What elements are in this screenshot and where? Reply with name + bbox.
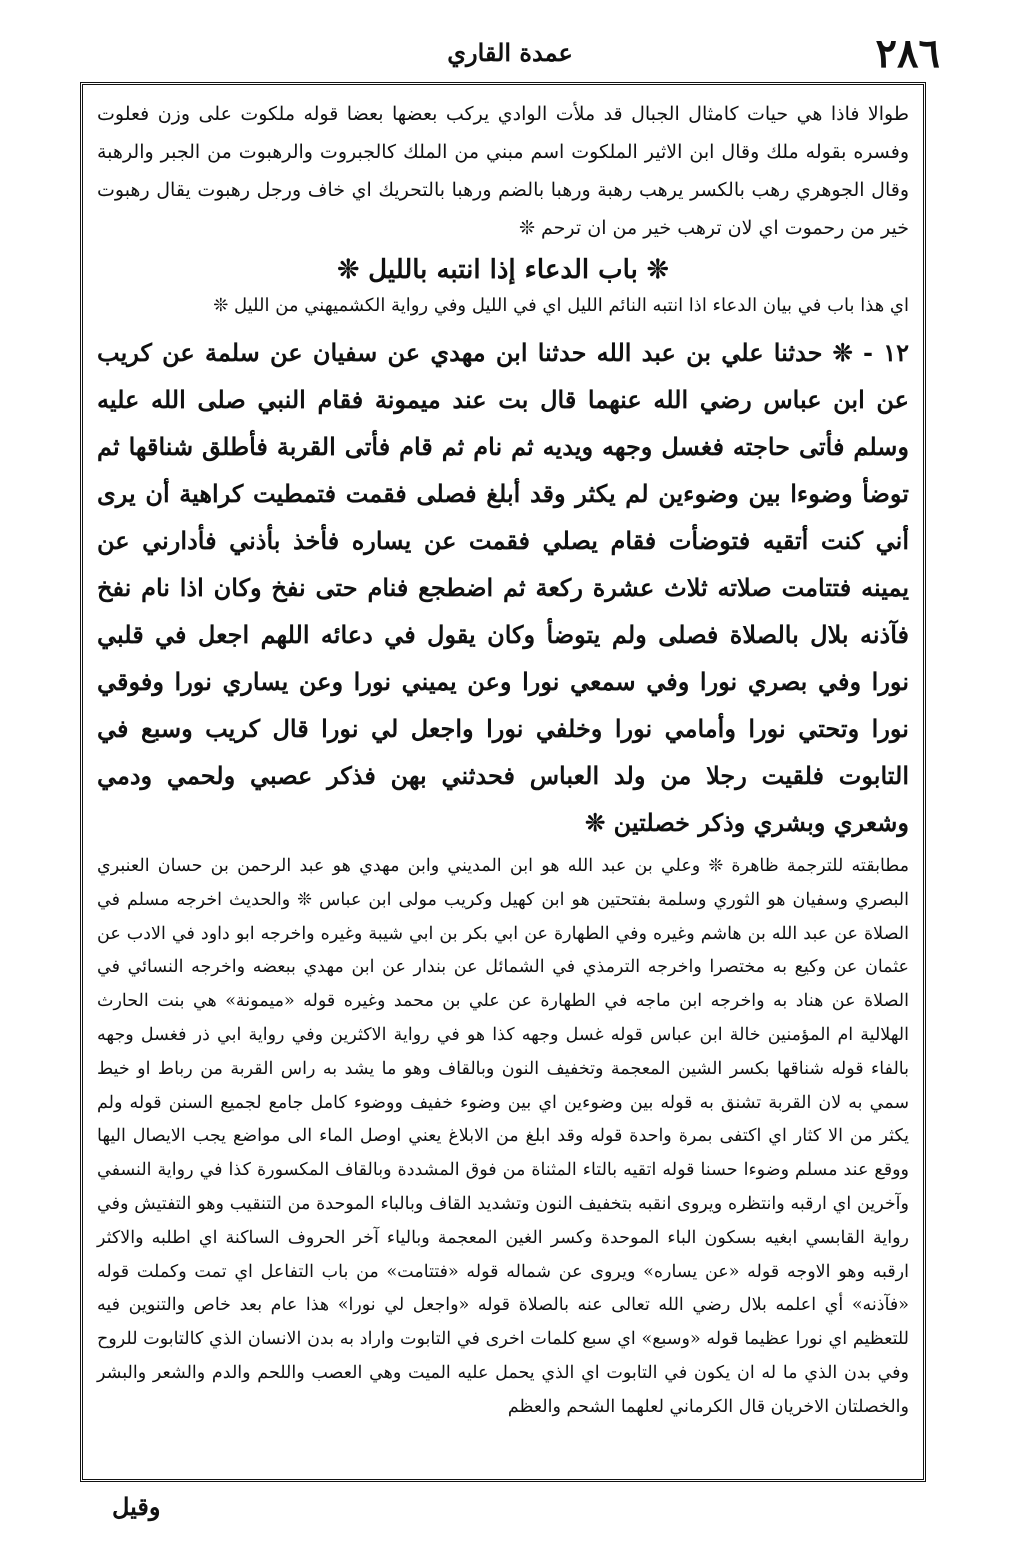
commentary-text: مطابقته للترجمة ظاهرة ❊ وعلي بن عبد الله هو ابن المديني وابن مهدي هو عبد الرحمن بن حسان العنبري البصري وسفيان هو الثوري وسلمة بفتحتين هو ابن كهيل وكريب مولى ابن عباس ❊ والحديث اخرجه مسلم في الصلاة عن عبد الله بن هاشم وغيره وفي الطهارة عن ابي بكر بن ابي شيبة وغيره واخرجه ابو داود في الادب عن عثمان عن وكيع به مختصرا واخرجه الترمذي في الشمائل عن بندار عن ابن مهدي ببعضه واخرجه النسائي في الصلاة عن هناد به واخرجه ابن ماجه في الطهارة عن علي بن محمد وغيره قوله «ميمونة» هي بنت الحارث الهلالية ام المؤمنين خالة ابن عباس قوله غسل وجهه كذا هو في رواية الاكثرين وفي رواية ابي ذر فغسل وجهه بالفاء قوله شناقها بكسر الشين المعجمة وتخفيف النون وبالقاف وهو ما يشد به راس القربة من رباط او خيط سمي به لان القربة تشنق به قوله بين وضوءين اي بين وضوء خفيف ووضوء كامل جامع لجميع السنن قوله ولم يكثر من الا كثار اي اكتفى بمرة واحدة قوله وقد ابلغ من الابلاغ يعني اوصل الماء الى مواضع يجب الايصال اليها ووقع عند مسلم وضوءا حسنا قوله اتقيه بالتاء المثناة من فوق المشددة وبالقاف المكسورة كذا في رواية النسفي وآخرين اي ارقبه وانتظره ويروى انقبه بتخفيف النون وتشديد القاف وبالباء الموحدة من التنقيب وهو التفتيش وفي رواية القابسي ابغيه بسكون الباء الموحدة وكسر الغين المعجمة وبالياء آخر الحروف الساكنة اي اطلبه والاكثر ارقبه وهو الاوجه قوله «عن يساره» ويروى عن شماله قوله «فتتامت» من باب التفاعل اي تمت وكملت قوله «فآذنه» أي اعلمه بلال رضي الله تعالى عنه بالصلاة قوله «واجعل لي نورا» هذا عام بعد خاص والتنوين فيه للتعظيم اي نورا عظيما قوله «وسبع» اي سبع كلمات اخرى في التابوت واراد به بدن الانسان الذي كالتابوت للروح وفي بدن الذي ما له ان يكون في التابوت اي الذي يحمل عليه الميت وهي العصب واللحم والدم والشعر والبشر والخصلتان الاخريان قال الكرماني لعلهما الشحم والعظم [97,856,909,1417]
page-header [60,30,960,80]
top-paragraph: طوالا فاذا هي حيات كامثال الجبال قد ملأت الوادي يركب بعضها بعضا قوله ملكوت على وزن فعلوت وفسره بقوله ملك وقال ابن الاثير الملكوت اسم مبني من الملك كالجبروت والرهبوت من الجبر والرهبة وقال الجوهري رهب بالكسر يرهب رهبة ورهبا بالضم ورهبا بالتحريك اي خاف ورجل رهبوت يقال رهبوت خير من رحموت اي لان ترهب خير من ان ترحم ❊ [97,103,909,239]
chapter-note: اي هذا باب في بيان الدعاء اذا انتبه النائم الليل اي في الليل وفي رواية الكشميهني من الليل ❊ [213,295,909,316]
catchword: وقيل [112,1492,161,1521]
running-title: عمدة القاري [447,38,573,67]
hadith-text: ١٢ - ❊ حدثنا علي بن عبد الله حدثنا ابن مهدي عن سفيان عن سلمة عن كريب عن ابن عباس رضي الله عنهما قال بت عند ميمونة فقام النبي صلى الله عليه وسلم فأتى حاجته فغسل وجهه ويديه ثم نام ثم قام فأتى القربة فأطلق شناقها ثم توضأ وضوءا بين وضوءين لم يكثر وقد أبلغ فصلى فقمت فتمطيت كراهية أن يرى أني كنت أتقيه فتوضأت فقام يصلي فقمت عن يساره فأخذ بأذني فأدارني عن يمينه فتتامت صلاته ثلاث عشرة ركعة ثم اضطجع فنام حتى نفخ وكان اذا نام نفخ فآذنه بلال بالصلاة فصلى ولم يتوضأ وكان يقول في دعائه اللهم اجعل في قلبي نورا وفي بصري نورا وفي سمعي نورا وعن يميني نورا وعن يساري نورا وفوقي نورا وتحتي نورا وأمامي نورا وخلفي نورا واجعل لي نورا قال كريب وسبع في التابوت فلقيت رجلا من ولد العباس فحدثني بهن فذكر عصبي ولحمي ودمي وشعري وبشري وذكر خصلتين ❊ [97,338,909,837]
chapter-title: ❊ باب الدعاء إذا انتبه بالليل ❊ [337,255,669,285]
text-frame [80,82,926,1482]
page-number: ٢٨٦ [875,30,940,77]
